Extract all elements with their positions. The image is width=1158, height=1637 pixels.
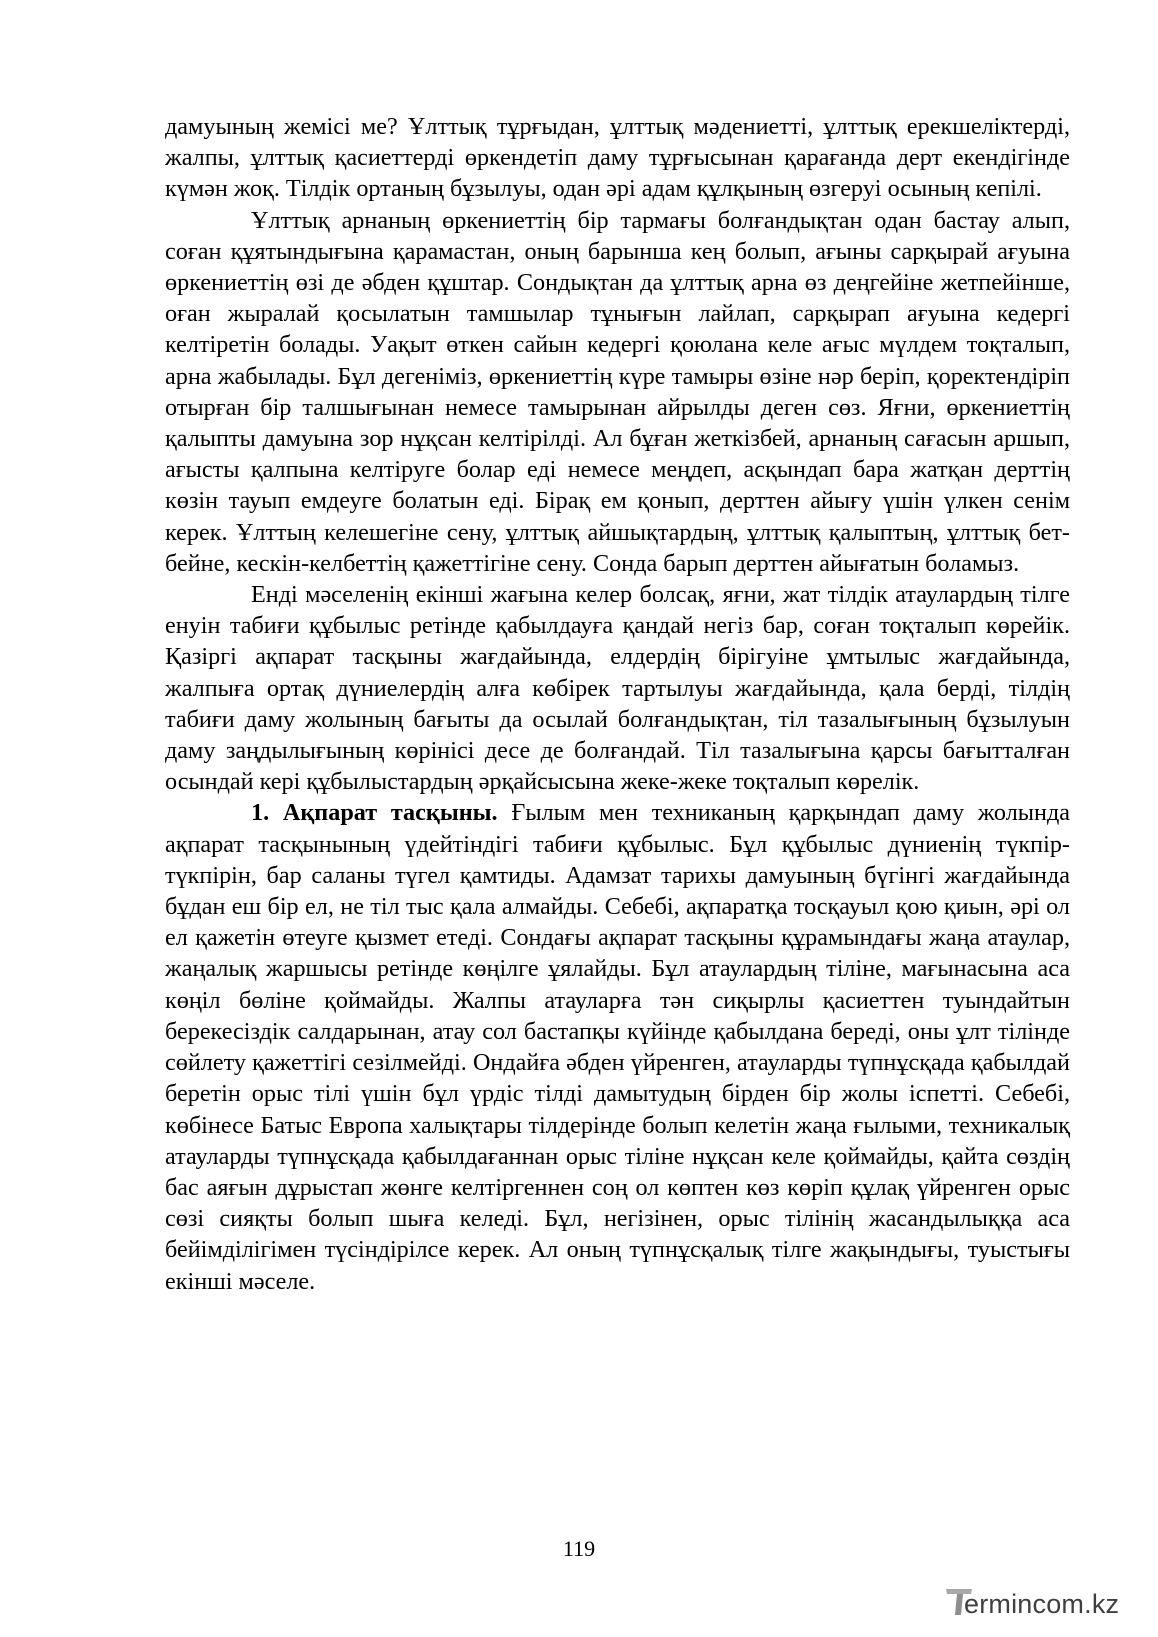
paragraph: Енді мәселенің екінші жағына келер болсақ, яғни, жат тілдік атаулардың тілге енуін табиғи құбылыс ретінде қабылдауға қандай негіз бар, соған тоқталып көрейік. Қазіргі ақпарат тасқыны жағдайында, елдердің бірігуіне ұмтылыс жағдайында, жалпыға ортақ дүниелердің алға көбірек тартылуы жағдайында, қала берді, тілдің табиғи даму жолының бағыты да осылай болғандықтан, тіл тазалығының бұзылуын даму заңдылығының көрінісі десе де болғандай. Тіл тазалығына қарсы бағытталған осындай кері құбылыстардың әрқайсысына жеке-жеке тоқталып көрелік.: [165, 581, 1070, 796]
paragraph: Ұлттық арнаның өркениеттің бір тармағы болғандықтан одан бастау алып, соған құятындығына қарамастан, оның барынша кең болып, ағыны сарқырай ағуына өркениеттің өзі де әбден құштар. Сондықтан да ұлттық арна өз деңгейіне жетпейінше, оған жыралай қосылатын тамшылар тұнығын лайлап, сарқырап ағуына кедергі келтіретін болады. Уақыт өткен сайын кедергі қоюлана келе ағыс мүлдем тоқталып, арна жабылады. Бұл дегеніміз, өркениеттің күре тамыры өзіне нәр беріп, қоректендіріп отырған бір талшығынан немесе тамырынан айрылды деген сөз. Яғни, өркениеттің қалыпты дамуына зор нұқсан келтірілді. Ал бұған жеткізбей, арнаның сағасын аршып, ағысты қалпына келтіруге болар еді немесе меңдеп, асқындап бара жатқан дерттің көзін тауып емдеуге болатын еді. Бірақ ем қонып, дерттен айығу үшін үлкен сенім керек. Ұлттың келешегіне сену, ұлттық айшықтардың, ұлттық қалыптың, ұлттық бет-бейне, кескін-келбеттің қажеттігіне сену. Сонда барып дерттен айығатын боламыз.: [165, 206, 1070, 577]
section-heading: 1. Ақпарат тасқыны.: [251, 799, 498, 827]
paragraph-continued: дамуының жемісі ме? Ұлттық тұрғыдан, ұлттық мәдениетті, ұлттық ерекшеліктерді, жалпы, ұлттық қасиеттерді өркендетіп даму тұрғысынан қарағанда дерт екендігінде күмән жоқ. Тілдік ортаның бұзылуы, одан әрі адам құлқының өзгеруі осының кепілі.: [165, 113, 1070, 203]
watermark-text: ermincom.kz: [964, 1589, 1120, 1619]
section-paragraph: [165, 797, 1070, 1296]
page-body: [165, 111, 1070, 1297]
watermark: [944, 1586, 1144, 1626]
section-text: Ғылым мен техниканың қарқындап даму жолында ақпарат тасқынының үдейтіндігі табиғи құбылыс. Бұл құбылыс дүниенің түкпір-түкпірін, бар саланы түгел қамтиды. Адамзат тарихы дамуының бүгінгі жағдайында бұдан еш бір ел, не тіл тыс қала алмайды. Себебі, ақпаратқа тосқауыл қою қиын, әрі ол ел қажетін өтеуге қызмет етеді. Сондағы ақпарат тасқыны құрамындағы жаңа атаулар, жаңалық жаршысы ретінде көңілге ұялайды. Бұл атаулардың тіліне, мағынасына аса көңіл бөліне қоймайды. Жалпы атауларға тән сиқырлы қасиеттен туындайтын берекесіздік салдарынан, атау сол бастапқы күйінде қабылдана береді, оны ұлт тілінде сөйлету қажеттігі сезілмейді. Ондайға әбден үйренген, атауларды түпнұсқада қабылдай беретін орыс тілі үшін бұл үрдіс тілді дамытудың бірден бір жолы іспетті. Себебі, көбінесе Батыс Европа халықтары тілдерінде болып келетін жаңа ғылыми, техникалық атауларды түпнұсқада қабылдағаннан орыс тіліне нұқсан келе қоймайды, қайта сөздің бас аяғын дұрыстап жөнге келтіргеннен соң ол көптен көз көріп құлақ үйренген орыс сөзі сияқты болып шыға келеді. Бұл, негізінен, орыс тілінің жасандылыққа аса бейімділігімен түсіндірілсе керек. Ал оның түпнұсқалық тілге жақындығы, туыстығы екінші мәселе.: [165, 799, 1071, 1295]
page-number: 119: [562, 1536, 596, 1561]
